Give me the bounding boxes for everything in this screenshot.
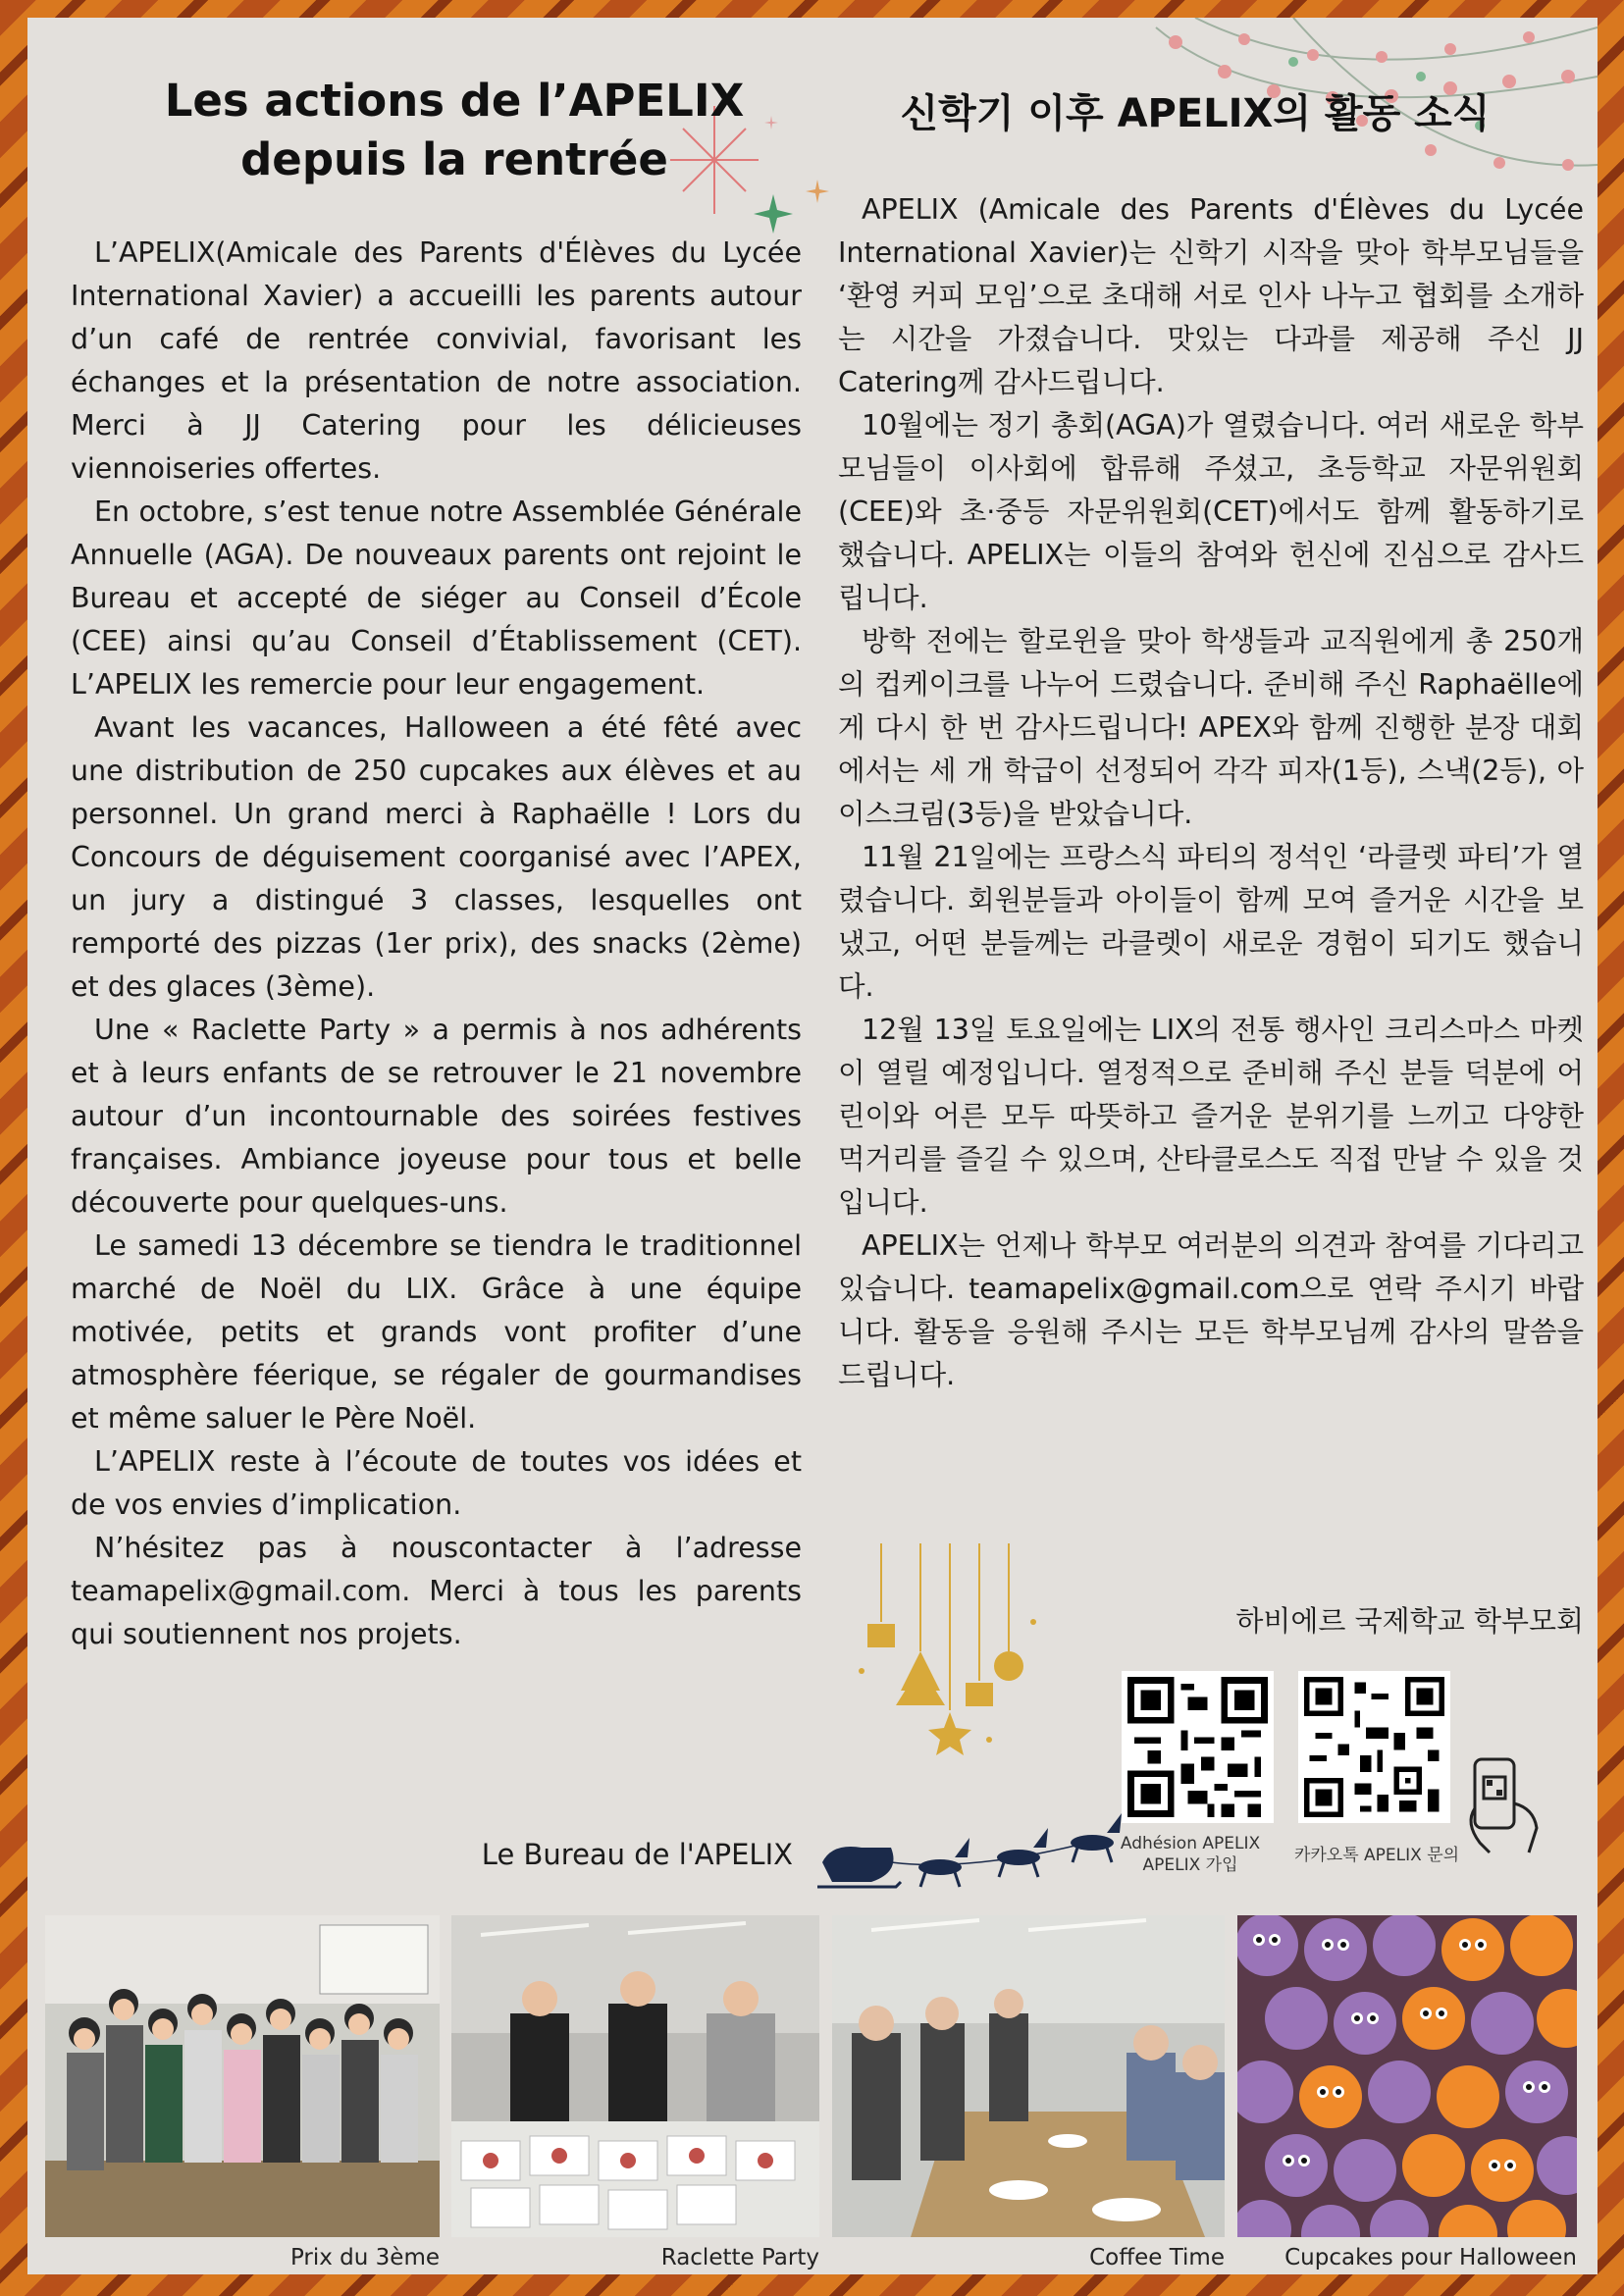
signature-korean: 하비에르 국제학교 학부모회	[1235, 1604, 1584, 1638]
hanging-ornaments-icon	[852, 1543, 1048, 1769]
photo-caption-cupcakes: Cupcakes pour Halloween	[1284, 2245, 1577, 2270]
newsletter-page	[27, 18, 1598, 2274]
paragraph-ko-2: 10월에는 정기 총회(AGA)가 열렸습니다. 여러 새로운 학부모님들이 이사회에 합류해 주셨고, 초등학교 자문위원회(CEE)와 초·중등 자문위원회(CET)에서도 함께 활동하기로 했습니다. APELIX는 이들의 참여와 헌신에 진심으로 감사드립니다.	[838, 409, 1584, 614]
photo-prix-3eme	[45, 1915, 440, 2237]
paragraph-ko-4: 11월 21일에는 프랑스식 파티의 정석인 ‘라클렛 파티’가 열렸습니다. 회원분들과 아이들이 함께 모여 즐거운 시간을 보냈고, 어떤 분들께는 라클렛이 새로운 경험이 되기도 했습니다.	[838, 841, 1584, 1003]
phone-qr-icon	[1460, 1749, 1548, 1857]
qr-label-adhesion-line1: Adhésion APELIX	[1120, 1834, 1261, 1853]
photo-raclette-party	[451, 1915, 819, 2237]
paragraph-fr-4: Une « Raclette Party » a permis à nos adhérents et à leurs enfants de se retrouver le 21 novembre autour d’un incontournable des soirées festives françaises. Ambiance joyeuse pour tous et belle découverte pour quelques-uns.	[71, 1014, 802, 1219]
title-french-line1: Les actions de l’APELIX	[164, 75, 745, 127]
qr-code-kakaotalk[interactable]	[1298, 1671, 1450, 1823]
title-french-line2: depuis la rentrée	[240, 133, 668, 185]
qr-label-kakaotalk-line1: 카카오톡 APELIX 문의	[1293, 1846, 1460, 1865]
photo-caption-raclette-party: Raclette Party	[660, 2245, 819, 2270]
photo-coffee-time	[832, 1915, 1225, 2237]
photo-caption-coffee-time: Coffee Time	[1089, 2245, 1225, 2270]
article-korean	[838, 188, 1584, 1397]
paragraph-fr-2: En octobre, s’est tenue notre Assemblée Générale Annuelle (AGA). De nouveaux parents ont rejoint le Bureau et accepté de siéger au Conseil d’École (CEE) ainsi qu’au Conseil d’Établissement (CET). L’APELIX les remercie pour leur engagement.	[71, 496, 802, 701]
paragraph-ko-1: APELIX (Amicale des Parents d'Élèves du Lycée International Xavier)는 신학기 시작을 맞아 학부모님들을 ‘환영 커피 모임’으로 초대해 서로 인사 나누고 협회를 소개하는 시간을 가졌습니다. 맛있는 다과를 제공해 주신 JJ Catering께 감사드립니다.	[838, 193, 1584, 398]
paragraph-fr-1: L’APELIX(Amicale des Parents d'Élèves du Lycée International Xavier) a accueilli les parents autour d’un café de rentrée convivial, favorisant les échanges et la présentation de notre association. Merci à JJ Catering pour les délicieuses viennoiseries offertes.	[71, 236, 802, 485]
signature-french: Le Bureau de l'APELIX	[481, 1838, 793, 1871]
qr-label-adhesion-line2: APELIX 가입	[1142, 1855, 1238, 1875]
paragraph-ko-5: 12월 13일 토요일에는 LIX의 전통 행사인 크리스마스 마켓이 열릴 예정입니다. 열정적으로 준비해 주신 분들 덕분에 어린이와 어른 모두 따뜻하고 즐거운 분위기를 느끼고 다양한 먹거리를 즐길 수 있으며, 산타클로스도 직접 만날 수 있을 것입니다.	[838, 1014, 1584, 1219]
qr-label-kakaotalk	[1279, 1845, 1475, 1866]
paragraph-fr-6: L’APELIX reste à l’écoute de toutes vos idées et de vos envies d’implication.	[71, 1445, 802, 1521]
photo-caption-prix-3eme: Prix du 3ème	[289, 2245, 440, 2270]
paragraph-ko-6: APELIX는 언제나 학부모 여러분의 의견과 참여를 기다리고 있습니다. teamapelix@gmail.com으로 연락 주시기 바랍니다. 활동을 응원해 주시는 모든 학부모님께 감사의 말씀을 드립니다.	[838, 1229, 1584, 1391]
title-french	[96, 72, 812, 189]
paragraph-fr-5: Le samedi 13 décembre se tiendra le traditionnel marché de Noël du LIX. Grâce à une équipe motivée, petits et grands vont profiter d’une atmosphère féerique, se régaler de gourmandises et même saluer le Père Noël.	[71, 1229, 802, 1435]
paragraph-fr-7: N’hésitez pas à nouscontacter à l’adresse teamapelix@gmail.com. Merci à tous les parents qui soutiennent nos projets.	[71, 1532, 802, 1650]
paragraph-fr-3: Avant les vacances, Halloween a été fêté avec une distribution de 250 cupcakes aux élèves et au personnel. Un grand merci à Raphaëlle ! Lors du Concours de déguisement coorganisé avec l’APEX, un jury a distingué 3 classes, lesquelles ont remporté des pizzas (1er prix), des snacks (2ème) et des glaces (3ème).	[71, 711, 802, 1003]
article-french	[71, 232, 802, 1656]
photo-cupcakes-halloween	[1237, 1915, 1577, 2237]
title-korean: 신학기 이후 APELIX의 활동 소식	[900, 91, 1491, 136]
qr-code-adhesion[interactable]	[1122, 1671, 1274, 1823]
paragraph-ko-3: 방학 전에는 할로윈을 맞아 학생들과 교직원에게 총 250개의 컵케이크를 나누어 드렸습니다. 준비해 주신 Raphaëlle에게 다시 한 번 감사드립니다! APEX와 함께 진행한 분장 대회에서는 세 개 학급이 선정되어 각각 피자(1등), 스낵(2등), 아이스크림(3등)을 받았습니다.	[838, 625, 1584, 830]
qr-label-adhesion	[1102, 1833, 1279, 1876]
santa-sleigh-icon	[812, 1803, 1126, 1906]
